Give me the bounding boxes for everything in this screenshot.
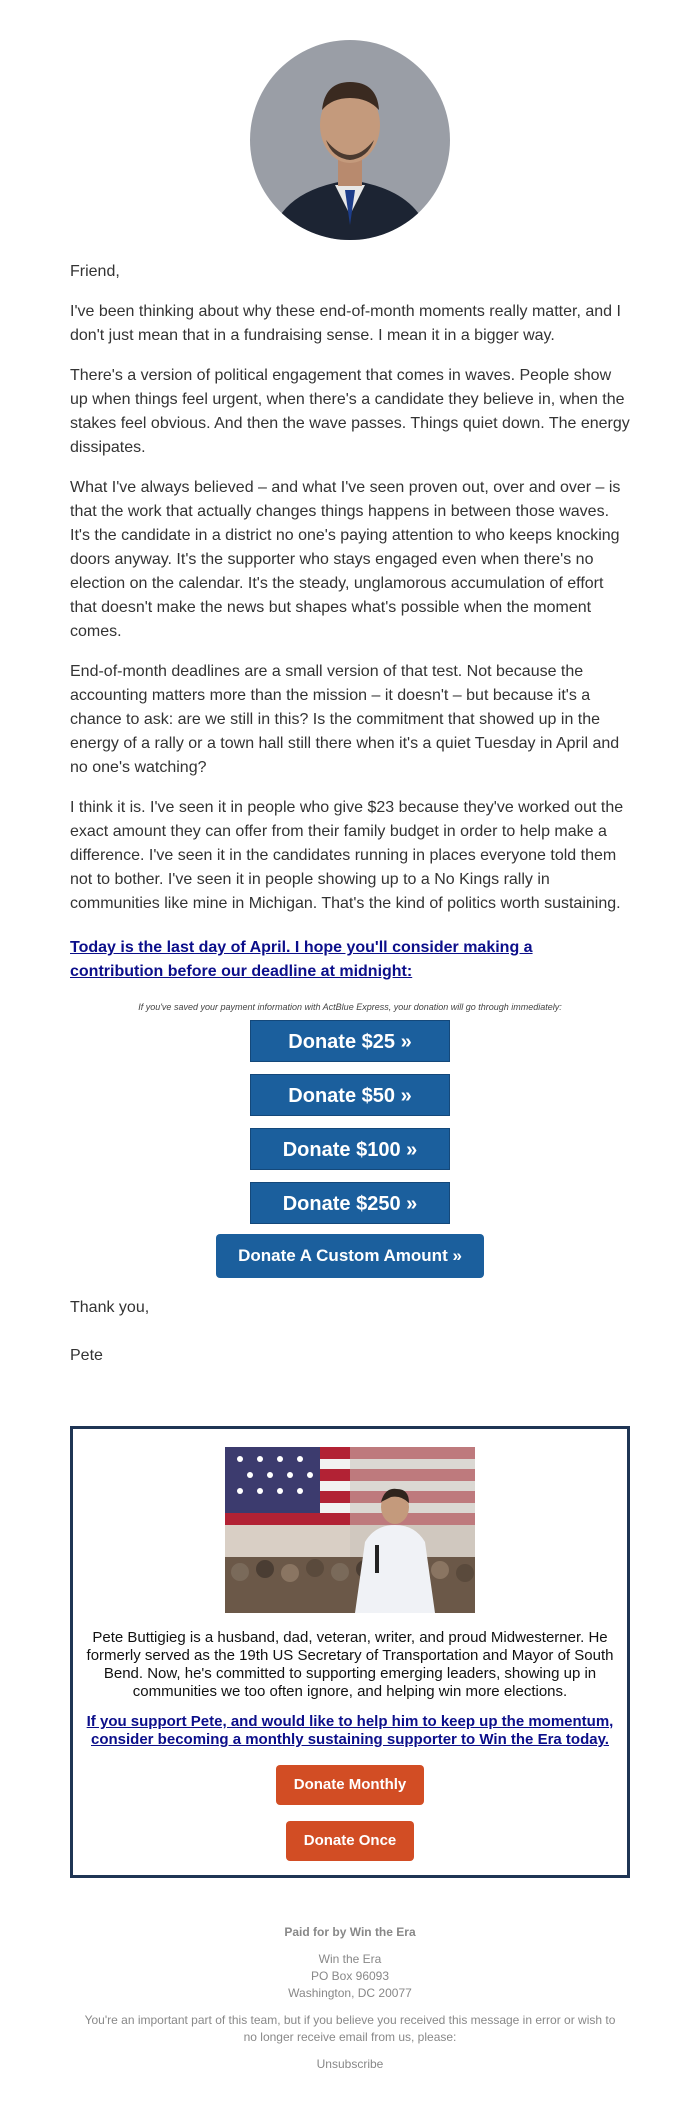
sustaining-support-link[interactable]: If you support Pete, and would like to help him to keep up the momentum, consider becoming a monthly sustaining supporter to Win the Era today. [86,1713,614,1748]
donate-custom-button[interactable]: Donate A Custom Amount » [216,1234,484,1278]
greeting: Friend, [70,263,120,280]
donate-button-group [70,1020,630,1278]
donate-once-button[interactable]: Donate Once [286,1821,415,1861]
donate-100-button[interactable]: Donate $100 » [250,1128,450,1170]
address-line-2: PO Box 96093 [310,1969,390,1983]
rally-photo [225,1447,475,1613]
mailing-address [70,1951,630,2002]
footer [70,1924,630,2073]
unsubscribe-link[interactable]: Unsubscribe [316,2057,384,2071]
donate-250-button[interactable]: Donate $250 » [250,1182,450,1224]
avatar [250,40,450,240]
address-line-3: Washington, DC 20077 [288,1986,412,2000]
email-body [70,0,630,2073]
paid-for-disclaimer: Paid for by Win the Era [284,1925,416,1939]
about-pete-box [70,1426,630,1878]
body-paragraph-4: End-of-month deadlines are a small version of that test. Not because the accounting matters more than the mission – it doesn't – but because it's a chance to ask: are we still in this? Is the commitment that showed up in the energy of a rally or a town hall still there when it's a quiet Tuesday in April and no one's watching? [70,663,620,776]
body-paragraph-2: There's a version of political engagement that comes in waves. People show up when things feel urgent, when there's a candidate they believe in, when the stakes feel obvious. And then the wave passes. Things quiet down. The energy dissipates. [70,367,630,456]
actblue-express-note: If you've saved your payment information with ActBlue Express, your donation will go through immediately: [138,1002,562,1012]
portrait-image [250,40,450,240]
closing-thanks: Thank you, [70,1299,150,1316]
signature: Pete [70,1347,103,1364]
body-paragraph-1: I've been thinking about why these end-of-month moments really matter, and I don't just mean that in a fundraising sense. I mean it in a bigger way. [70,303,621,344]
donate-monthly-button[interactable]: Donate Monthly [276,1765,425,1805]
rally-image [225,1447,475,1613]
donate-50-button[interactable]: Donate $50 » [250,1074,450,1116]
header-photo-area [70,0,630,240]
deadline-cta-link[interactable]: Today is the last day of April. I hope you'll consider making a contribution before our deadline at midnight: [70,939,533,980]
body-paragraph-5: I think it is. I've seen it in people who give $23 because they've worked out the exact amount they can offer from their family budget in order to help make a difference. I've seen it in the candidates running in places everyone told them not to bother. I've seen it in people showing up to a No Kings rally in communities like mine in Michigan. That's the kind of politics worth sustaining. [70,799,624,912]
body-paragraph-3: What I've always believed – and what I've seen proven out, over and over – is that the work that actually changes things happens in between those waves. It's the candidate in a district no one's paying attention to who keeps knocking doors anyway. It's the supporter who stays engaged even when there's no election on the calendar. It's the steady, unglamorous accumulation of effort that doesn't make the news but shapes what's possible when the moment comes. [70,479,621,640]
donate-25-button[interactable]: Donate $25 » [250,1020,450,1062]
unsubscribe-note: You're an important part of this team, but if you believe you received this message in error or wish to no longer receive email from us, please: [84,2013,616,2044]
bio-text: Pete Buttigieg is a husband, dad, veteran, writer, and proud Midwesterner. He formerly served as the 19th US Secretary of Transportation and Mayor of South Bend. Now, he's committed to supporting emerging leaders, showing up in communities we too often ignore, and helping win more elections. [86,1629,614,1700]
address-line-1: Win the Era [318,1952,382,1966]
